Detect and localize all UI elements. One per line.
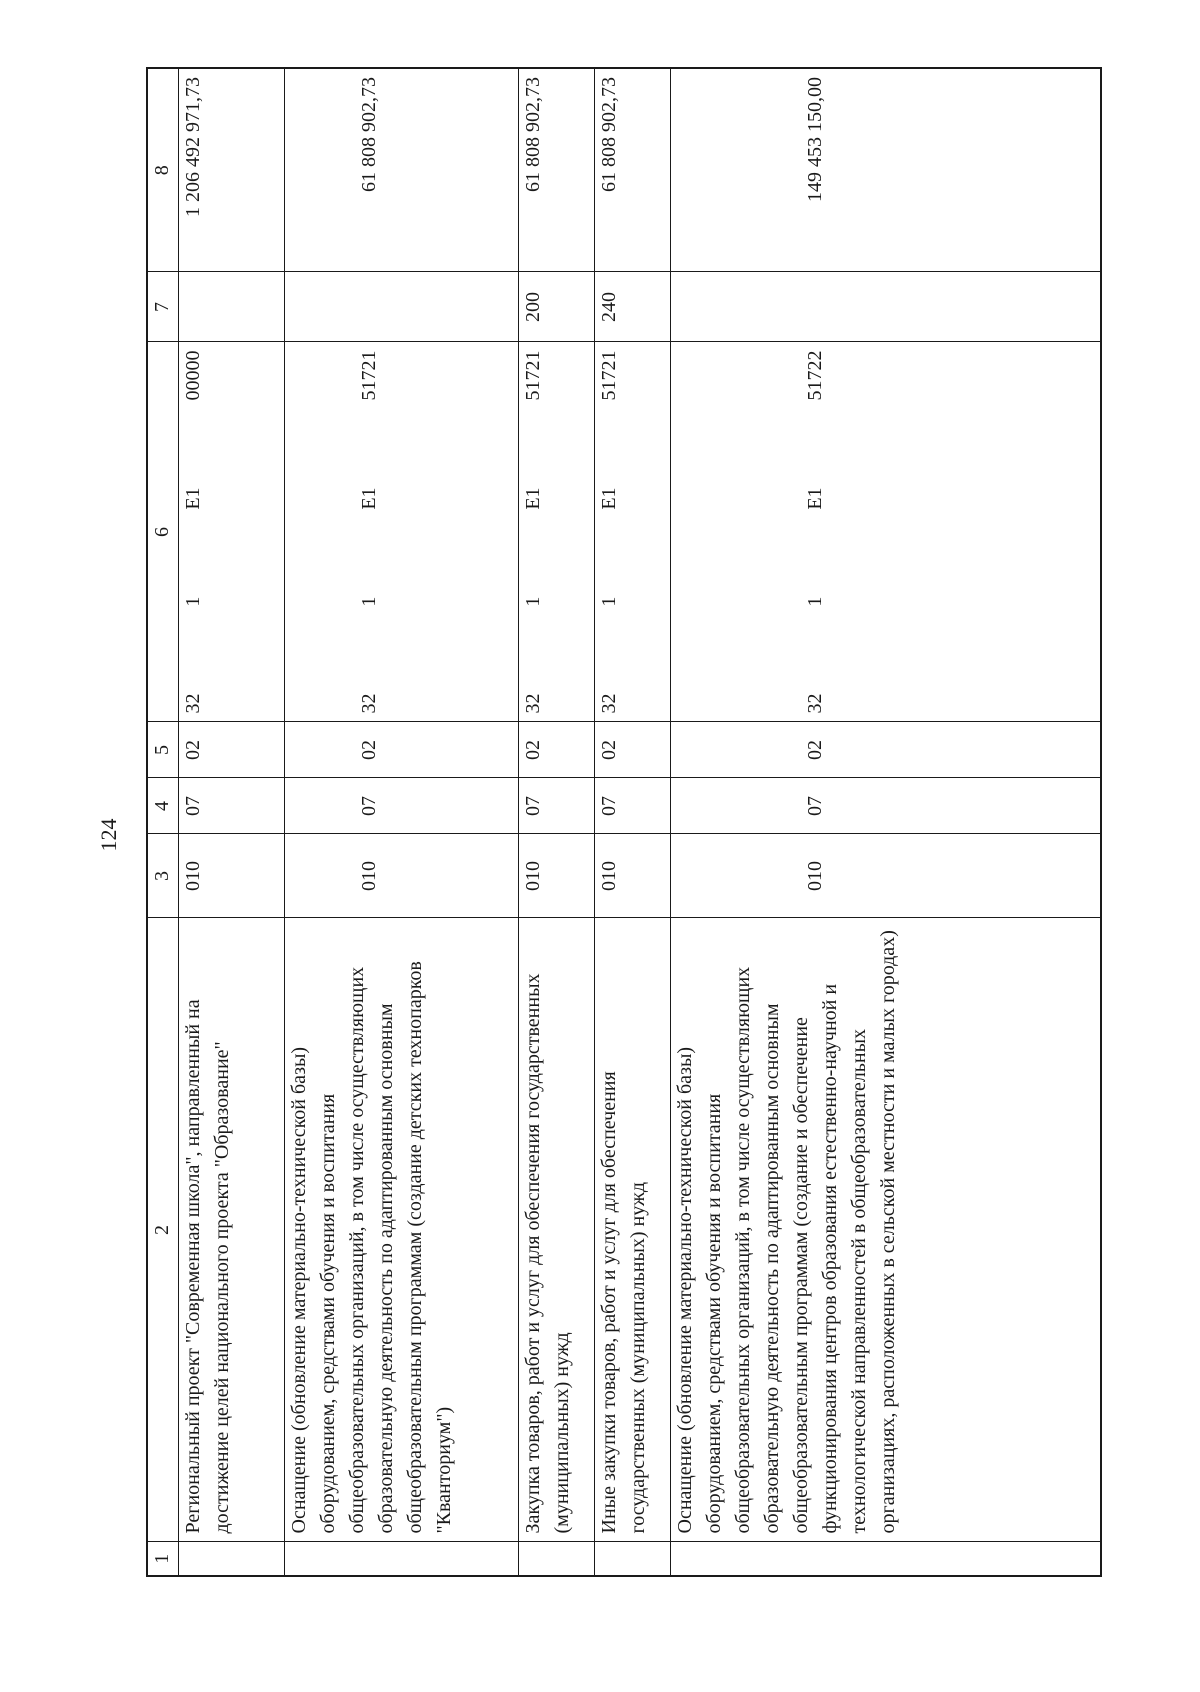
target-article-cell (671, 342, 1101, 722)
amount-cell: 149 453 150,00 (671, 68, 1101, 272)
table-row (595, 68, 671, 1576)
code-project: E1 (358, 487, 380, 510)
section-cell: 07 (595, 778, 671, 834)
header-row (147, 68, 179, 1576)
code-subprogram: 1 (358, 596, 380, 607)
expense-type-cell (285, 272, 519, 342)
code-direction: 51721 (598, 350, 620, 401)
expense-type-cell: 240 (595, 272, 671, 342)
subsection-cell: 02 (519, 722, 595, 778)
code-direction: 51721 (522, 350, 544, 401)
code-project: E1 (182, 487, 204, 510)
column-header: 3 (147, 834, 179, 918)
column-header: 6 (147, 342, 179, 722)
code-program: 32 (804, 693, 826, 714)
ministry-code-cell: 010 (285, 834, 519, 918)
expense-type-cell: 200 (519, 272, 595, 342)
description-cell: Оснащение (обновление материально-технической базы) оборудованием, средствами обучения и воспитания общеобразовательных организаций, в том числе осуществляющих образовательную деятельность по адаптированным основным общеобразовательным программам (создание и обеспечение функционирования центров образования естественно-научной и технологической направленностей в общеобразовательных организациях, расположенных в сельской местности и малых городах) (671, 918, 1101, 1542)
row-number-cell (519, 1542, 595, 1576)
code-program: 32 (358, 693, 380, 714)
section-cell: 07 (519, 778, 595, 834)
section-cell: 07 (671, 778, 1101, 834)
code-direction: 51722 (804, 350, 826, 401)
table-row (285, 68, 519, 1576)
ministry-code-cell: 010 (519, 834, 595, 918)
description-cell: Региональный проект "Современная школа", направленный на достижение целей национального проекта "Образование" (179, 918, 285, 1542)
amount-cell: 61 808 902,73 (519, 68, 595, 272)
code-subprogram: 1 (598, 596, 620, 607)
ministry-code-cell: 010 (671, 834, 1101, 918)
table-row (179, 68, 285, 1576)
ministry-code-cell: 010 (595, 834, 671, 918)
expense-type-cell (179, 272, 285, 342)
code-program: 32 (598, 693, 620, 714)
column-header: 5 (147, 722, 179, 778)
target-article-cell (285, 342, 519, 722)
subsection-cell: 02 (285, 722, 519, 778)
subsection-cell: 02 (595, 722, 671, 778)
table-row (519, 68, 595, 1576)
table-row (671, 68, 1101, 1576)
rotated-table-wrapper (146, 69, 1098, 1577)
target-article-cell (519, 342, 595, 722)
amount-cell: 61 808 902,73 (595, 68, 671, 272)
code-subprogram: 1 (182, 596, 204, 607)
code-direction: 00000 (182, 350, 204, 401)
target-article-cell (179, 342, 285, 722)
ministry-code-cell: 010 (179, 834, 285, 918)
description-cell: Оснащение (обновление материально-технической базы) оборудованием, средствами обучения и воспитания общеобразовательных организаций, в том числе осуществляющих образовательную деятельность по адаптированным основным общеобразовательным программам (создание детских технопарков "Кванториум") (285, 918, 519, 1542)
code-subprogram: 1 (804, 596, 826, 607)
row-number-cell (595, 1542, 671, 1576)
column-header: 4 (147, 778, 179, 834)
row-number-cell (285, 1542, 519, 1576)
expense-type-cell (671, 272, 1101, 342)
column-header: 1 (147, 1542, 179, 1576)
amount-cell: 1 206 492 971,73 (179, 68, 285, 272)
column-header: 7 (147, 272, 179, 342)
column-header: 2 (147, 918, 179, 1542)
code-project: E1 (804, 487, 826, 510)
page-number: 124 (96, 818, 121, 852)
code-project: E1 (598, 487, 620, 510)
target-article-cell (595, 342, 671, 722)
row-number-cell (179, 1542, 285, 1576)
row-number-cell (671, 1542, 1101, 1576)
column-header: 8 (147, 68, 179, 272)
description-cell: Иные закупки товаров, работ и услуг для обеспечения государственных (муниципальных) нужд (595, 918, 671, 1542)
subsection-cell: 02 (179, 722, 285, 778)
code-program: 32 (182, 693, 204, 714)
subsection-cell: 02 (671, 722, 1101, 778)
amount-cell: 61 808 902,73 (285, 68, 519, 272)
code-project: E1 (522, 487, 544, 510)
code-subprogram: 1 (522, 596, 544, 607)
section-cell: 07 (285, 778, 519, 834)
budget-table (146, 67, 1102, 1577)
code-program: 32 (522, 693, 544, 714)
section-cell: 07 (179, 778, 285, 834)
code-direction: 51721 (358, 350, 380, 401)
description-cell: Закупка товаров, работ и услуг для обеспечения государственных (муниципальных) нужд (519, 918, 595, 1542)
